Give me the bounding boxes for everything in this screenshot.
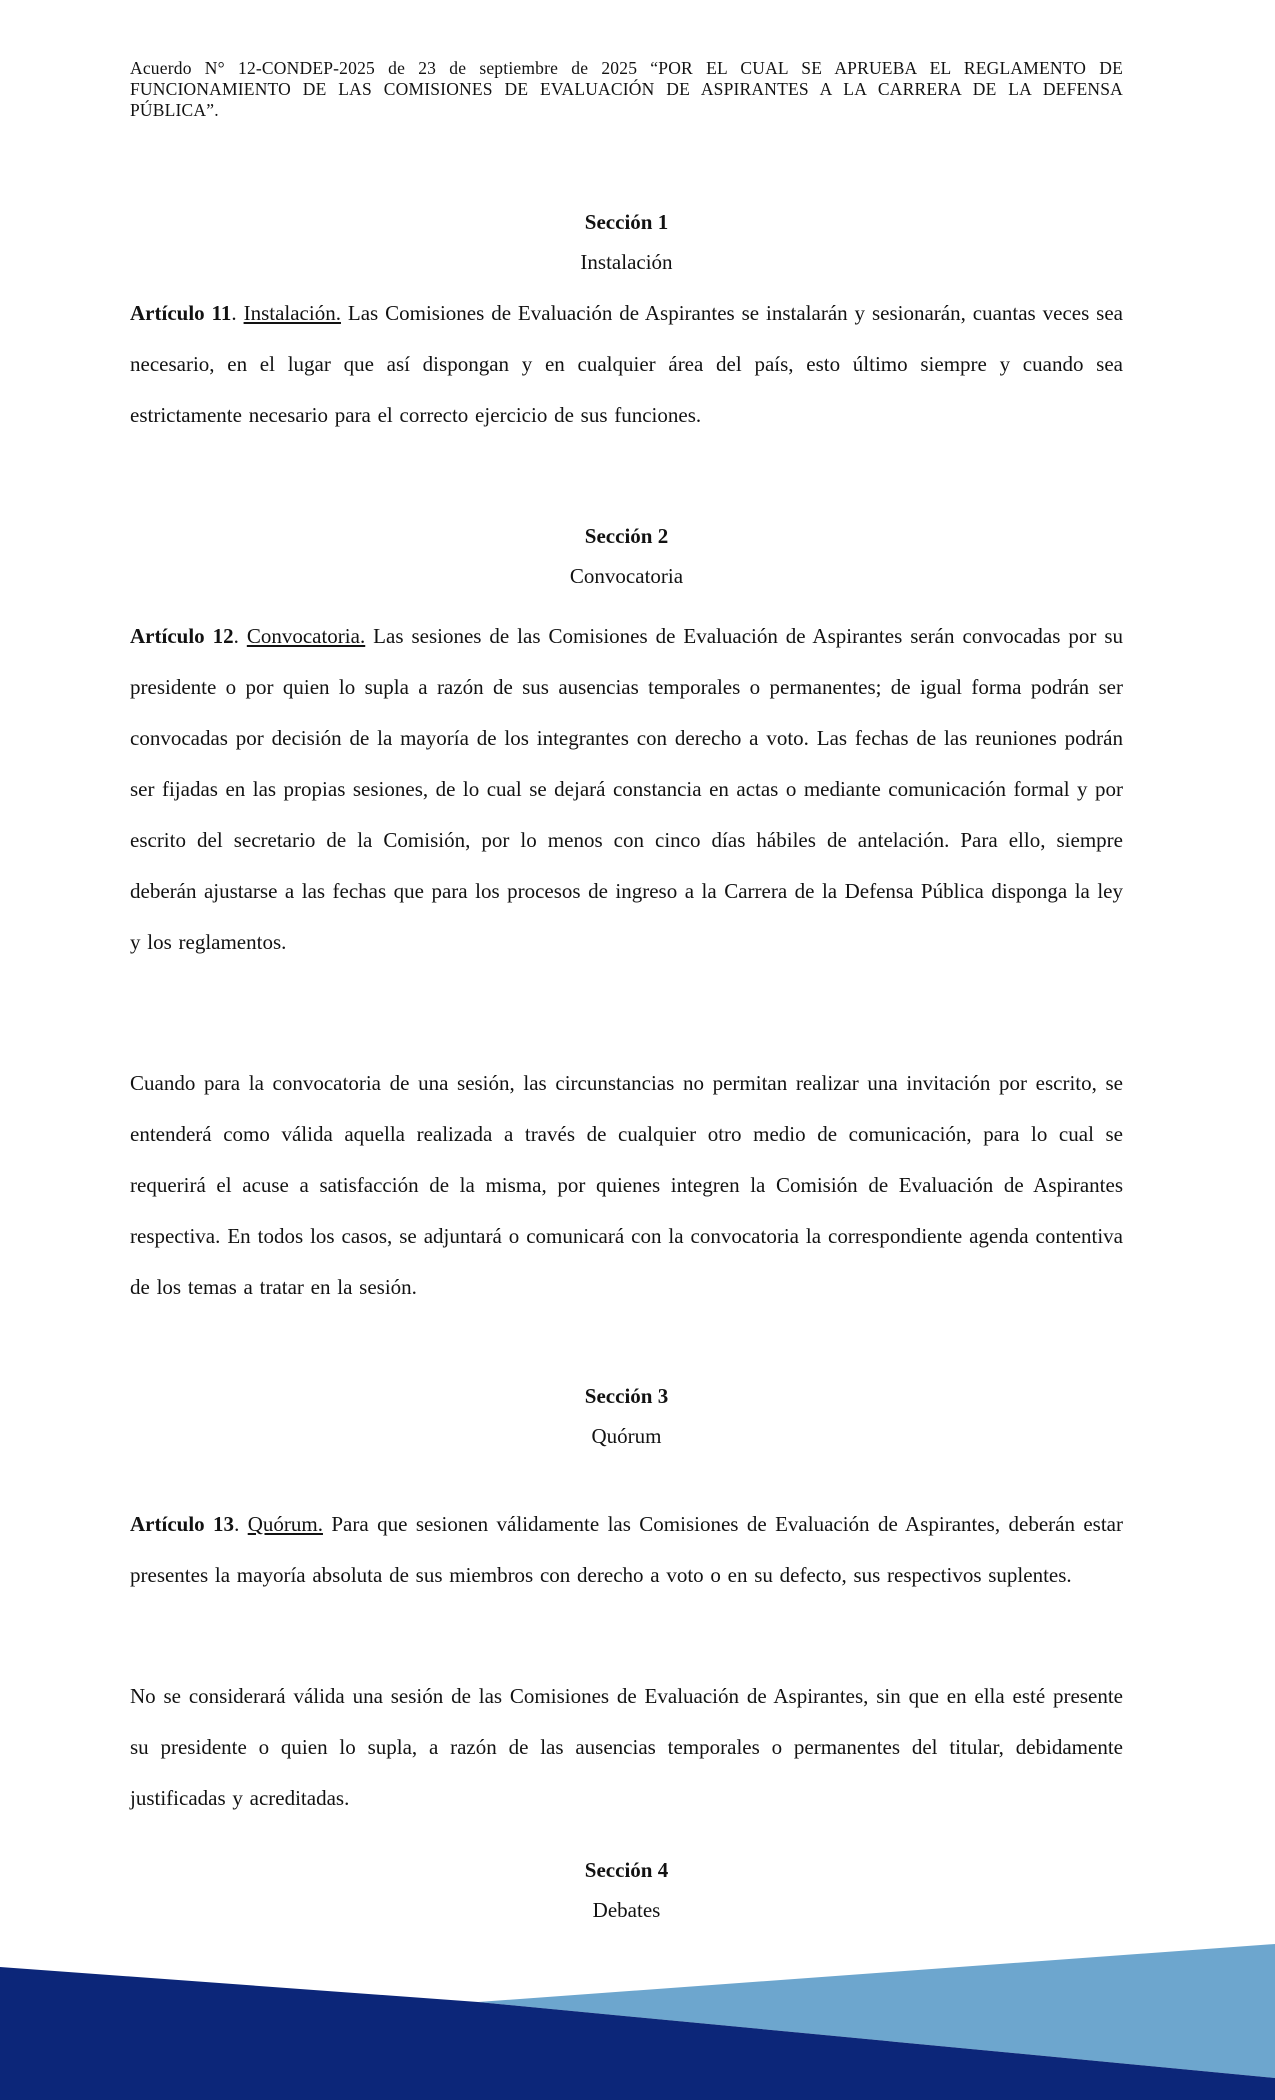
article-12-title: Convocatoria.: [246, 624, 366, 648]
section-1-title: Sección 1: [584, 210, 669, 234]
article-11-body: Las Comisiones de Evaluación de Aspirantes se instalarán y sesionarán, cuantas veces sea necesario, en el lugar que así dispongan y en cualquier área del país, esto último siempre y cuando sea estrictamente necesario para el correcto ejercicio de sus funciones.: [130, 301, 1123, 427]
section-4-title: Sección 4: [584, 1858, 669, 1882]
document-header: [130, 58, 1123, 121]
section-3-title: Sección 3: [584, 1384, 669, 1408]
header-line: PÚBLICA”.: [130, 100, 219, 120]
article-12-body: Las sesiones de las Comisiones de Evaluación de Aspirantes serán convocadas por su presidente o por quien lo supla a razón de sus ausencias temporales o permanentes; de igual forma podrán ser convocadas por decisión de la mayoría de los integrantes con derecho a voto. Las fechas de las reuniones podrán ser fijadas en las propias sesiones, de lo cual se dejará constancia en actas o mediante comunicación formal y por escrito del secretario de la Comisión, por lo menos con cinco días hábiles de antelación. Para ello, siempre deberán ajustarse a las fechas que para los procesos de ingreso a la Carrera de la Defensa Pública disponga la ley y los reglamentos.: [130, 624, 1123, 954]
article-13-body: Para que sesionen válidamente las Comisiones de Evaluación de Aspirantes, deberán estar presentes la mayoría absoluta de sus miembros con derecho a voto o en su defecto, sus respectivos suplentes.: [130, 1512, 1124, 1587]
section-1-heading: [130, 202, 1123, 282]
article-11-paragraph: [130, 288, 1123, 441]
section-3-subtitle: Quórum: [591, 1424, 662, 1448]
article-13-label: Artículo 13: [130, 1512, 235, 1536]
section-1-subtitle: Instalación: [580, 250, 673, 274]
article-13-paragraph: [130, 1499, 1123, 1601]
article-11-title: Instalación.: [243, 301, 341, 325]
quorum-extra-paragraph: No se considerará válida una sesión de las Comisiones de Evaluación de Aspirantes, sin que en ella esté presente su presidente o quien lo supla, a razón de las ausencias temporales o permanentes del titular, debidamente justificadas y acreditadas.: [130, 1684, 1123, 1810]
header-line: Acuerdo N° 12-CONDEP-2025 de 23 de septiembre de 2025 “POR EL CUAL SE APRUEBA EL REGLAMENTO DE: [130, 58, 1123, 78]
section-2-subtitle: Convocatoria: [569, 564, 684, 588]
article-12-paragraph: [130, 611, 1123, 968]
footer-wave-dark-icon: [0, 1967, 1275, 2100]
section-3-heading: [130, 1376, 1123, 1456]
article-12-label: Artículo 12: [130, 624, 234, 648]
section-2-title: Sección 2: [584, 524, 669, 548]
article-12-separator: .: [233, 624, 247, 648]
section-4-heading: [130, 1850, 1123, 1930]
section-4-subtitle: Debates: [592, 1898, 661, 1922]
header-line: FUNCIONAMIENTO DE LAS COMISIONES DE EVALUACIÓN DE ASPIRANTES A LA CARRERA DE LA DEFENSA: [130, 79, 1123, 99]
article-11-separator: .: [231, 301, 244, 325]
footer-wave-light-icon: [478, 1944, 1275, 2078]
section-2-heading: [130, 516, 1123, 596]
convocatoria-extra-paragraph: Cuando para la convocatoria de una sesión, las circunstancias no permitan realizar una invitación por escrito, se entenderá como válida aquella realizada a través de cualquier otro medio de comunicación, para lo cual se requerirá el acuse a satisfacción de la misma, por quienes integren la Comisión de Evaluación de Aspirantes respectiva. En todos los casos, se adjuntará o comunicará con la convocatoria la correspondiente agenda contentiva de los temas a tratar en la sesión.: [130, 1071, 1123, 1299]
article-11-label: Artículo 11: [130, 301, 232, 325]
article-13-title: Quórum.: [247, 1512, 323, 1536]
article-13-separator: .: [234, 1512, 248, 1536]
